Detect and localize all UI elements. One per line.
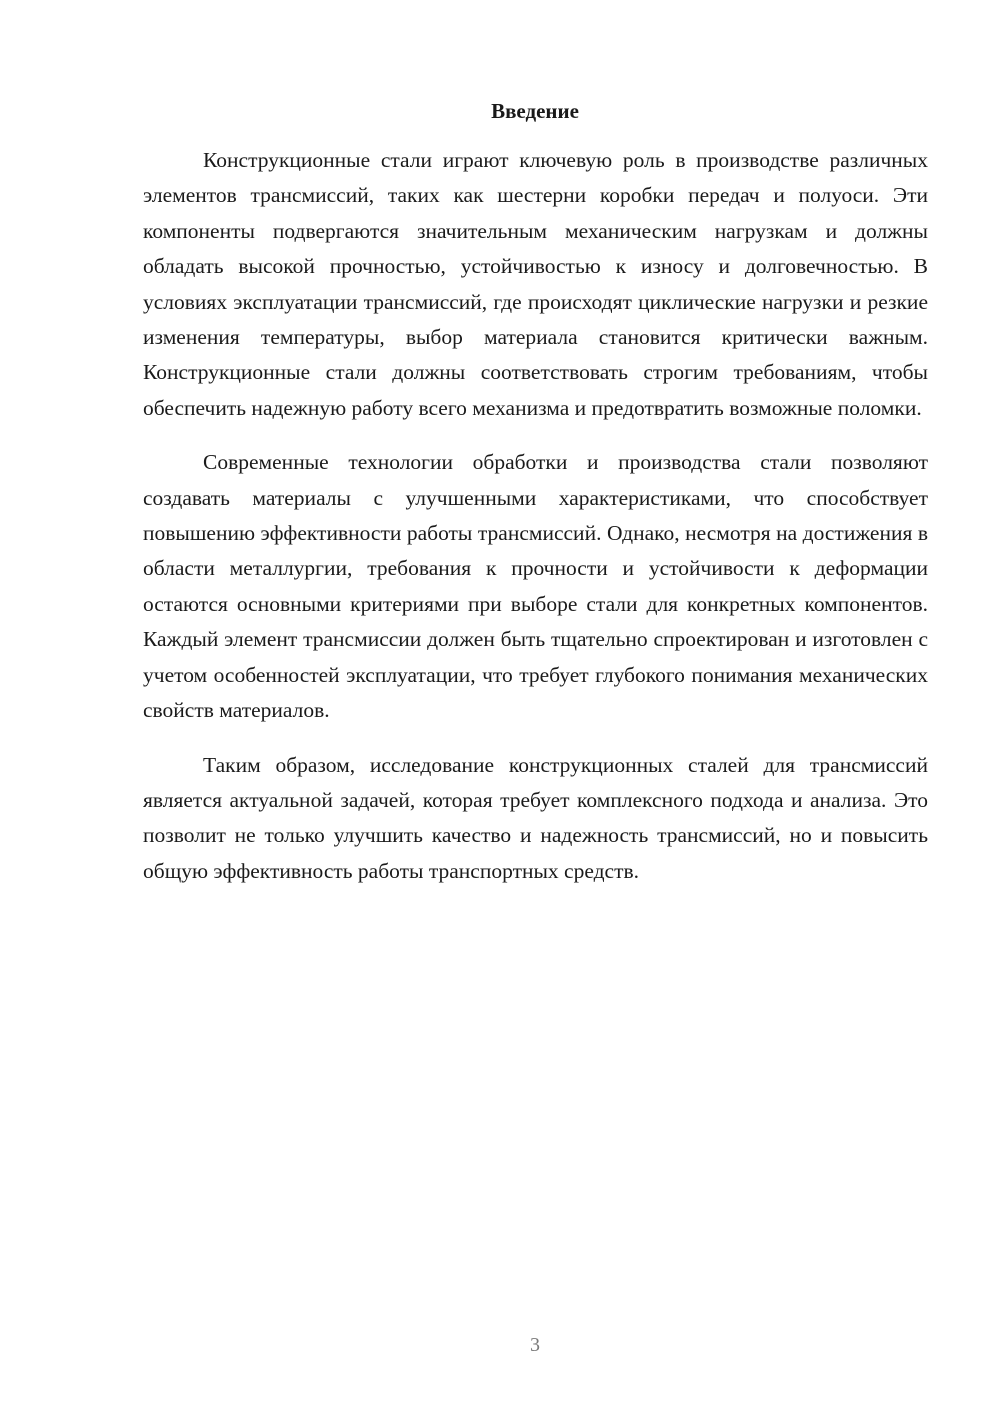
paragraph-2: Современные технологии обработки и производства стали позволяют создавать материалы с улучшенными характеристиками, что способствует повышению эффективности работы трансмиссий. Однако, несмотря на достижения в области металлургии, требования к прочности и устойчивости к деформации остаются основными критериями при выборе стали для конкретных компонентов. Каждый элемент трансмиссии должен быть тщательно спроектирован и изготовлен с учетом особенностей эксплуатации, что требует глубокого понимания механических свойств материалов. <box>143 450 928 723</box>
paragraph-1: Конструкционные стали играют ключевую роль в производстве различных элементов трансмиссий, таких как шестерни коробки передач и полуоси. Эти компоненты подвергаются значительным механическим нагрузкам и должны обладать высокой прочностью, устойчивостью к износу и долговечностью. В условиях эксплуатации трансмиссий, где происходят циклические нагрузки и резкие изменения температуры, выбор материала становится критически важным. Конструкционные стали должны соответствовать строгим требованиям, чтобы обеспечить надежную работу всего механизма и предотвратить возможные поломки. <box>143 148 928 420</box>
paragraph-3: Таким образом, исследование конструкционных сталей для трансмиссий является актуальной задачей, которая требует комплексного подхода и анализа. Это позволит не только улучшить качество и надежность трансмиссий, но и повысить общую эффективность работы транспортных средств. <box>143 752 928 883</box>
document-body <box>143 143 928 908</box>
page-number: 3 <box>530 1334 540 1356</box>
page-title: Введение <box>491 99 579 123</box>
